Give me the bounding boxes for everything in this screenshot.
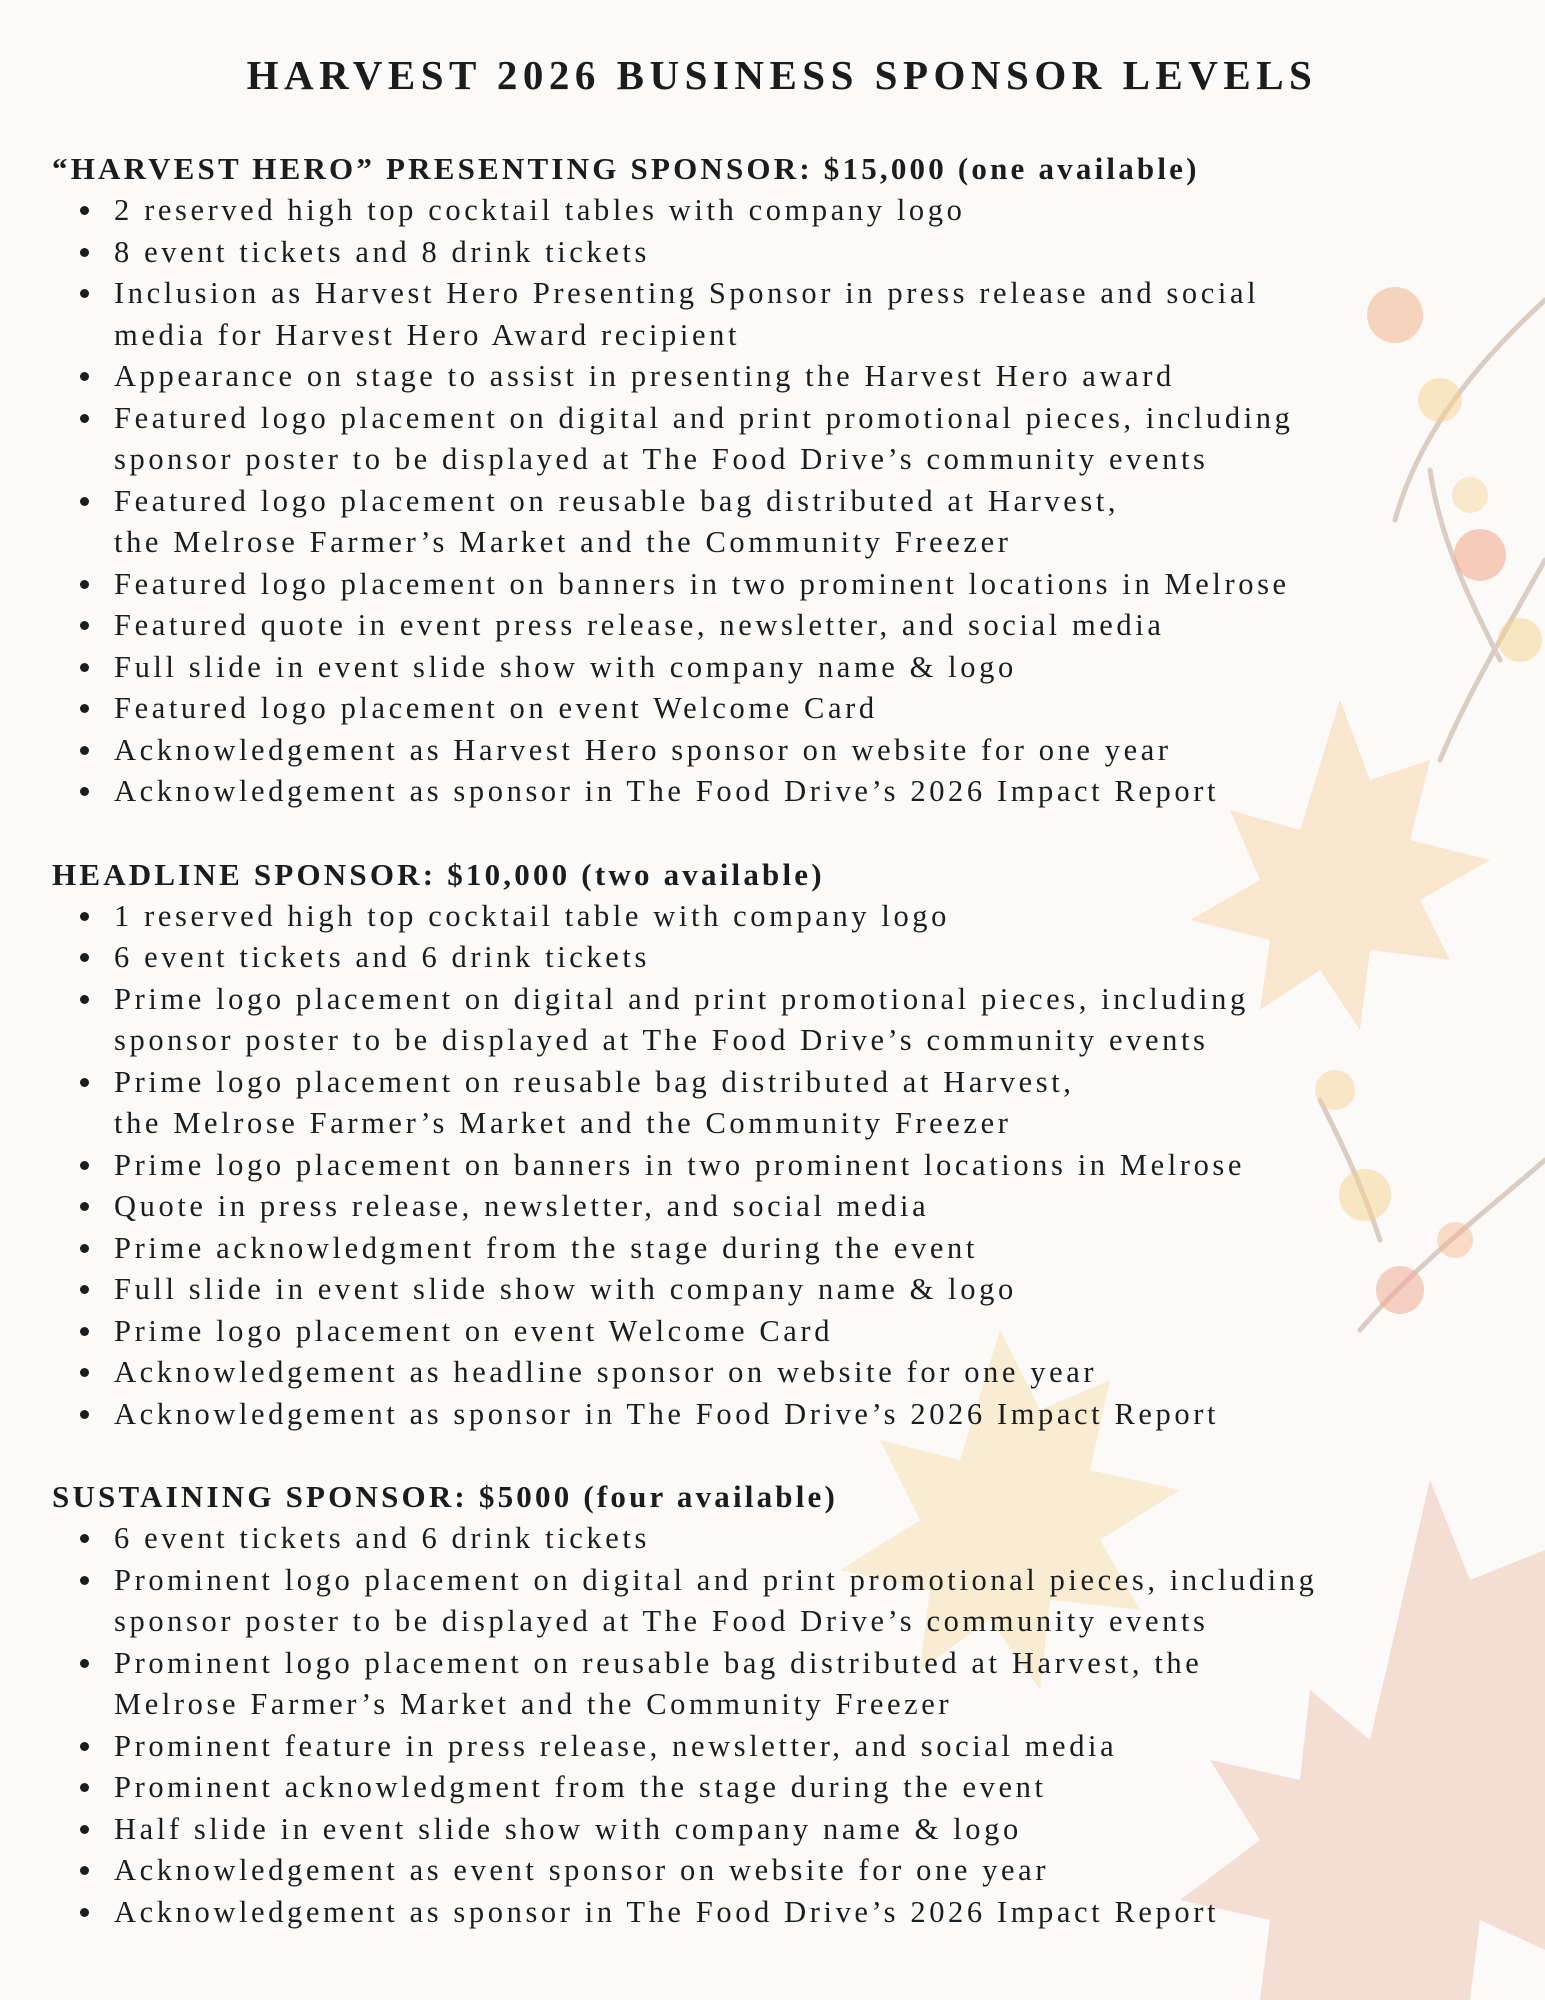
list-item: 2 reserved high top cocktail tables with company logo xyxy=(52,190,1512,232)
bullet-icon xyxy=(80,1866,89,1875)
bullet-icon xyxy=(80,1659,89,1668)
list-item: 1 reserved high top cocktail table with company logo xyxy=(52,896,1512,938)
bullet-icon xyxy=(80,1742,89,1751)
bullet-icon xyxy=(80,289,89,298)
section-heading: HEADLINE SPONSOR: $10,000 (two available) xyxy=(52,856,825,892)
list-item: 6 event tickets and 6 drink tickets xyxy=(52,1518,1512,1560)
bullet-icon xyxy=(80,1244,89,1253)
list-item: Featured quote in event press release, newsletter, and social media xyxy=(52,605,1512,647)
list-item: Full slide in event slide show with company name & logo xyxy=(52,1269,1512,1311)
list-item: Featured logo placement on event Welcome Card xyxy=(52,688,1512,730)
bullet-icon xyxy=(80,1285,89,1294)
list-item: Prime acknowledgment from the stage during the event xyxy=(52,1228,1512,1270)
list-item: Featured logo placement on reusable bag distributed at Harvest, the Melrose Farmer’s Market and the Community Freezer xyxy=(52,481,1512,564)
list-item: Acknowledgement as Harvest Hero sponsor on website for one year xyxy=(52,730,1512,772)
bullet-icon xyxy=(80,1908,89,1917)
page-title: HARVEST 2026 BUSINESS SPONSOR LEVELS xyxy=(246,52,1318,98)
section-heading: SUSTAINING SPONSOR: $5000 (four available) xyxy=(52,1479,839,1514)
bullet-icon xyxy=(80,995,89,1004)
sustaining-sponsor-section xyxy=(52,1476,1512,1933)
bullet-icon xyxy=(80,1161,89,1170)
bullet-icon xyxy=(80,497,89,506)
bullet-icon xyxy=(80,1410,89,1419)
bullet-icon xyxy=(80,1327,89,1336)
benefit-list xyxy=(52,190,1512,813)
list-item: Quote in press release, newsletter, and social media xyxy=(52,1186,1512,1228)
headline-sponsor-section xyxy=(52,854,1512,1436)
bullet-icon xyxy=(80,787,89,796)
list-item: Appearance on stage to assist in presenting the Harvest Hero award xyxy=(52,356,1512,398)
list-item: 6 event tickets and 6 drink tickets xyxy=(52,937,1512,979)
bullet-icon xyxy=(80,663,89,672)
bullet-icon xyxy=(80,704,89,713)
bullet-icon xyxy=(80,372,89,381)
list-item: Prominent feature in press release, newsletter, and social media xyxy=(52,1726,1512,1768)
bullet-icon xyxy=(80,1825,89,1834)
benefit-list xyxy=(52,1518,1512,1933)
list-item: Prime logo placement on event Welcome Card xyxy=(52,1311,1512,1353)
list-item: Acknowledgement as event sponsor on website for one year xyxy=(52,1850,1512,1892)
list-item: Featured logo placement on digital and print promotional pieces, including sponsor poster to be displayed at The Food Drive’s community events xyxy=(52,398,1512,481)
list-item: Half slide in event slide show with company name & logo xyxy=(52,1809,1512,1851)
list-item: Prominent logo placement on digital and print promotional pieces, including sponsor poster to be displayed at The Food Drive’s community events xyxy=(52,1560,1512,1643)
bullet-icon xyxy=(80,248,89,257)
list-item: Prime logo placement on digital and print promotional pieces, including sponsor poster to be displayed at The Food Drive’s community events xyxy=(52,979,1512,1062)
list-item: Prominent logo placement on reusable bag distributed at Harvest, the Melrose Farmer’s Market and the Community Freezer xyxy=(52,1643,1512,1726)
bullet-icon xyxy=(80,953,89,962)
list-item: Prominent acknowledgment from the stage during the event xyxy=(52,1767,1512,1809)
bullet-icon xyxy=(80,1202,89,1211)
bullet-icon xyxy=(80,1534,89,1543)
bullet-icon xyxy=(80,580,89,589)
list-item: Acknowledgement as sponsor in The Food Drive’s 2026 Impact Report xyxy=(52,1892,1512,1934)
list-item: Prime logo placement on banners in two prominent locations in Melrose xyxy=(52,1145,1512,1187)
harvest-hero-sponsor-section xyxy=(52,148,1512,813)
bullet-icon xyxy=(80,746,89,755)
list-item: Acknowledgement as headline sponsor on website for one year xyxy=(52,1352,1512,1394)
benefit-list xyxy=(52,896,1512,1436)
section-heading: “HARVEST HERO” PRESENTING SPONSOR: $15,000 (one available) xyxy=(52,151,1200,186)
bullet-icon xyxy=(80,206,89,215)
bullet-icon xyxy=(80,1783,89,1792)
sponsor-levels-document xyxy=(52,48,1512,1933)
list-item: Acknowledgement as sponsor in The Food Drive’s 2026 Impact Report xyxy=(52,771,1512,813)
bullet-icon xyxy=(80,912,89,921)
list-item: Acknowledgement as sponsor in The Food Drive’s 2026 Impact Report xyxy=(52,1394,1512,1436)
list-item: Featured logo placement on banners in two prominent locations in Melrose xyxy=(52,564,1512,606)
list-item: Prime logo placement on reusable bag distributed at Harvest, the Melrose Farmer’s Market and the Community Freezer xyxy=(52,1062,1512,1145)
list-item: Inclusion as Harvest Hero Presenting Sponsor in press release and social media for Harvest Hero Award recipient xyxy=(52,273,1512,356)
bullet-icon xyxy=(80,1078,89,1087)
list-item: Full slide in event slide show with company name & logo xyxy=(52,647,1512,689)
bullet-icon xyxy=(80,414,89,423)
list-item: 8 event tickets and 8 drink tickets xyxy=(52,232,1512,274)
bullet-icon xyxy=(80,1368,89,1377)
bullet-icon xyxy=(80,1576,89,1585)
bullet-icon xyxy=(80,621,89,630)
